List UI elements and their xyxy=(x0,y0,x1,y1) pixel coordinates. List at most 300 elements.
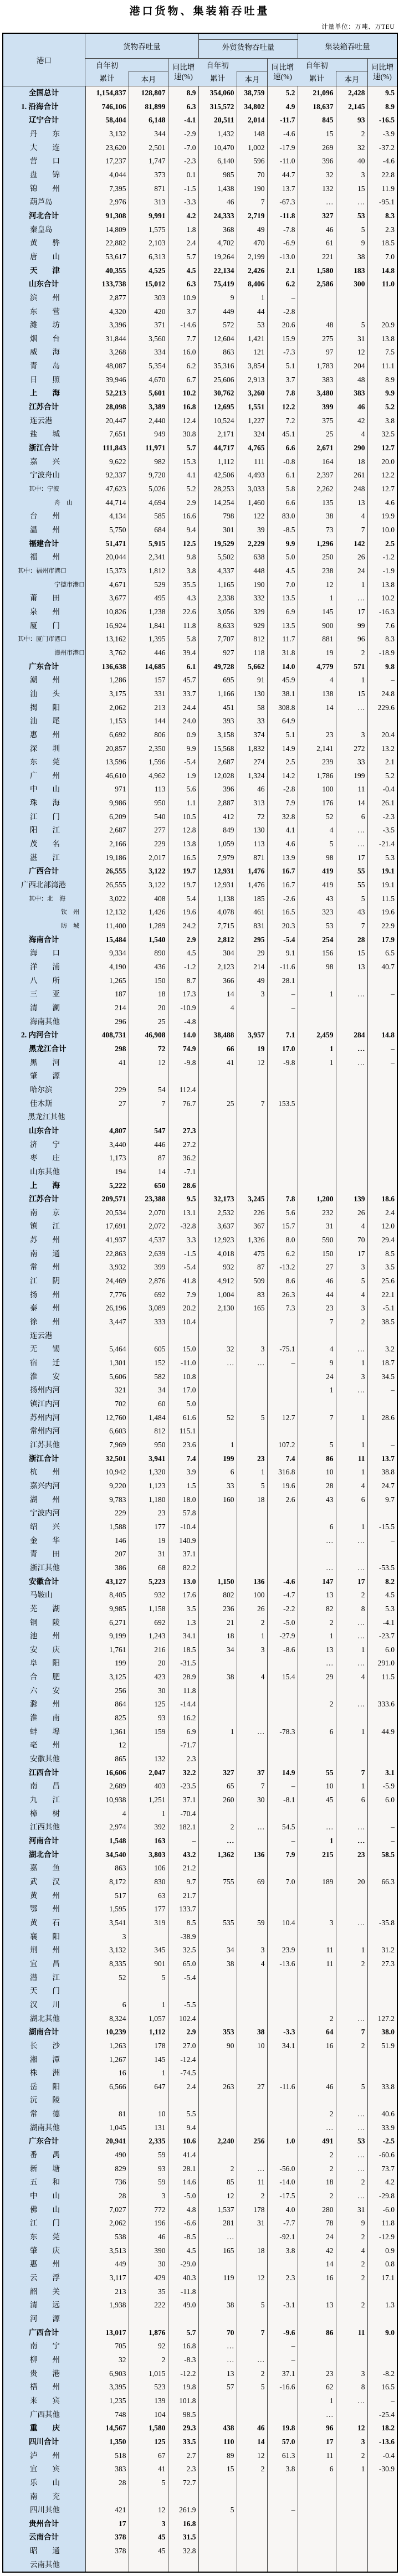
value-cell xyxy=(168,2094,198,2107)
value-cell: 3 xyxy=(336,1370,367,1384)
value-cell: 53 xyxy=(237,318,267,332)
value-cell: 145 xyxy=(129,2053,168,2067)
table-row xyxy=(3,592,397,605)
value-cell xyxy=(267,1110,298,1124)
value-cell: 4 xyxy=(336,1288,367,1302)
value-cell: 3,637 xyxy=(198,1220,237,1233)
value-cell: 26 xyxy=(336,551,367,564)
value-cell: 331 xyxy=(129,687,168,701)
value-cell: 6 xyxy=(298,1520,336,1534)
table-row xyxy=(3,2080,397,2094)
value-cell: 21.7 xyxy=(168,1889,198,1903)
value-cell: … xyxy=(237,1356,267,1370)
port-name-cell: 湖南其他 xyxy=(3,2121,85,2135)
header-foreign-month: 本月 xyxy=(237,71,267,86)
value-cell: 932 xyxy=(129,1588,168,1602)
value-cell: -8.2 xyxy=(367,2367,397,2381)
value-cell: 16 xyxy=(298,2271,336,2285)
value-cell: 403 xyxy=(129,1780,168,1793)
value-cell: 44 xyxy=(237,305,267,319)
value-cell: 43,127 xyxy=(85,1575,129,1589)
value-cell: 16.7 xyxy=(267,878,298,892)
value-cell: 1,165 xyxy=(198,578,237,592)
header-foreign-growth: 同比增速(%) xyxy=(267,58,298,86)
value-cell xyxy=(267,1698,298,1711)
port-name-cell: 安 庆 xyxy=(3,1643,85,1657)
table-row xyxy=(3,1657,397,1670)
value-cell xyxy=(267,2094,298,2107)
port-name-cell: 宜 宾 xyxy=(3,2462,85,2476)
value-cell xyxy=(367,1015,397,1029)
value-cell: 7,027 xyxy=(85,2203,129,2217)
value-cell: 8 xyxy=(336,2380,367,2394)
value-cell: 5 xyxy=(336,318,367,332)
table-row xyxy=(3,578,397,592)
value-cell xyxy=(267,1179,298,1193)
port-name-cell: 贵州合计 xyxy=(3,2517,85,2531)
value-cell: 2 xyxy=(336,2230,367,2244)
value-cell: 4 xyxy=(336,2244,367,2258)
port-name-cell: 温 州 xyxy=(3,523,85,537)
table-row xyxy=(3,1206,397,1220)
table-row xyxy=(3,551,397,564)
value-cell xyxy=(267,2285,298,2299)
port-name-cell: 襄 阳 xyxy=(3,1930,85,1944)
value-cell xyxy=(267,1384,298,1397)
table-row xyxy=(3,2299,397,2312)
value-cell: 32 xyxy=(85,2353,129,2367)
value-cell: 3,056 xyxy=(198,605,237,619)
port-name-cell: 舟 山 xyxy=(3,496,85,510)
value-cell: 4,078 xyxy=(198,906,237,919)
value-cell xyxy=(298,2340,336,2353)
table-row xyxy=(3,1848,397,1862)
value-cell xyxy=(237,1984,267,1998)
value-cell: 399 xyxy=(298,400,336,414)
value-cell xyxy=(129,2558,168,2572)
value-cell xyxy=(267,1329,298,1343)
value-cell: … xyxy=(336,592,367,605)
header-cargo-month: 本月 xyxy=(129,71,168,86)
value-cell: 2,687 xyxy=(198,755,237,769)
value-cell: 3,132 xyxy=(85,127,129,141)
value-cell: 139 xyxy=(336,1192,367,1206)
value-cell: 16.8 xyxy=(168,2517,198,2531)
value-cell xyxy=(367,2558,397,2572)
value-cell xyxy=(336,1165,367,1179)
value-cell: 17.3 xyxy=(168,988,198,1001)
value-cell: … xyxy=(336,1384,367,1397)
value-cell xyxy=(267,2148,298,2162)
value-cell: 3,089 xyxy=(129,1302,168,1315)
value-cell xyxy=(237,1561,267,1575)
value-cell: 7.4 xyxy=(267,1452,298,1466)
value-cell: 58 xyxy=(237,701,267,715)
port-name-cell: 山东其他 xyxy=(3,1165,85,1179)
value-cell: 5.6 xyxy=(168,783,198,796)
value-cell: 461 xyxy=(237,906,267,919)
port-name-cell: 河 源 xyxy=(3,2312,85,2326)
value-cell: 1,112 xyxy=(198,455,237,469)
value-cell: … xyxy=(336,2107,367,2121)
value-cell: 20,447 xyxy=(85,414,129,428)
value-cell: 107.2 xyxy=(267,1438,298,1452)
value-cell xyxy=(336,1547,367,1561)
value-cell: 3.8 xyxy=(267,2462,298,2476)
value-cell: 12 xyxy=(237,1056,267,1070)
port-name-cell: 荆 州 xyxy=(3,1943,85,1957)
value-cell: 20,044 xyxy=(85,551,129,564)
value-cell: 46 xyxy=(129,2230,168,2244)
value-cell xyxy=(267,1984,298,1998)
value-cell: 14,254 xyxy=(198,496,237,510)
value-cell xyxy=(298,1097,336,1111)
value-cell: 333 xyxy=(129,1315,168,1329)
value-cell: 9,720 xyxy=(129,469,168,482)
value-cell: 4.0 xyxy=(267,2203,298,2217)
value-cell xyxy=(336,2544,367,2558)
value-cell: 148 xyxy=(237,127,267,141)
value-cell: 14,567 xyxy=(85,2421,129,2435)
value-cell: 1 xyxy=(237,291,267,305)
value-cell: 101.8 xyxy=(168,2394,198,2408)
table-row xyxy=(3,1192,397,1206)
table-row xyxy=(3,1739,397,1752)
table-row xyxy=(3,2189,397,2203)
table-row xyxy=(3,1807,397,1821)
value-cell: -2.8 xyxy=(267,783,298,796)
table-row xyxy=(3,1165,397,1179)
value-cell: 1 xyxy=(336,1725,367,1739)
value-cell: 18 xyxy=(237,1493,267,1507)
value-cell: -78.3 xyxy=(267,1725,298,1739)
value-cell xyxy=(267,2531,298,2544)
table-row xyxy=(3,2421,397,2435)
value-cell: 12,931 xyxy=(198,878,237,892)
value-cell xyxy=(267,1711,298,1725)
value-cell: 119 xyxy=(198,2271,237,2285)
value-cell: 319 xyxy=(129,1916,168,1930)
value-cell: 1.3 xyxy=(168,1616,198,1630)
value-cell xyxy=(198,1083,237,1097)
port-name-cell: 苏 州 xyxy=(3,1233,85,1247)
value-cell xyxy=(367,1711,397,1725)
value-cell: 12.7 xyxy=(367,482,397,496)
value-cell: 529 xyxy=(129,578,168,592)
value-cell: 2 xyxy=(336,2271,367,2285)
value-cell: 1,243 xyxy=(129,1629,168,1643)
data-table xyxy=(3,86,397,2572)
value-cell: 4,670 xyxy=(129,373,168,387)
value-cell: 66.3 xyxy=(367,1875,397,1889)
value-cell: 145 xyxy=(298,605,336,619)
value-cell: 378 xyxy=(85,2544,129,2558)
value-cell xyxy=(267,2107,298,2121)
value-cell: 582 xyxy=(129,1370,168,1384)
table-row xyxy=(3,441,397,455)
table-row xyxy=(3,1506,397,1520)
value-cell: 55 xyxy=(336,878,367,892)
value-cell: 932 xyxy=(198,1261,237,1274)
value-cell: 61.6 xyxy=(168,1411,198,1425)
value-cell xyxy=(267,1752,298,1766)
value-cell: 1,786 xyxy=(298,769,336,783)
value-cell: 4,018 xyxy=(198,1247,237,1261)
value-cell: 23 xyxy=(336,1848,367,1862)
value-cell xyxy=(298,1752,336,1766)
value-cell: 9 xyxy=(198,291,237,305)
value-cell: 8.0 xyxy=(267,1233,298,1247)
value-cell: 96 xyxy=(336,633,367,646)
value-cell: 41 xyxy=(198,1056,237,1070)
value-cell: 1 xyxy=(237,1629,267,1643)
table-row xyxy=(3,673,397,687)
value-cell xyxy=(298,1425,336,1438)
value-cell: 51,471 xyxy=(85,537,129,551)
value-cell xyxy=(336,1015,367,1029)
value-cell: 585 xyxy=(129,510,168,523)
value-cell: 2 xyxy=(298,2162,336,2176)
value-cell: -15.5 xyxy=(367,1520,397,1534)
value-cell: 9,199 xyxy=(85,1629,129,1643)
value-cell: 42 xyxy=(298,2244,336,2258)
value-cell: 75,419 xyxy=(198,277,237,291)
value-cell: 196 xyxy=(129,2217,168,2230)
header-cargo-ytd xyxy=(85,58,129,86)
value-cell: 16.7 xyxy=(267,865,298,878)
port-name-cell: 浙江其他 xyxy=(3,1561,85,1575)
value-cell: -25.4 xyxy=(367,2408,397,2422)
value-cell: 70 xyxy=(336,1233,367,1247)
value-cell: 26,196 xyxy=(85,1302,129,1315)
value-cell: 3 xyxy=(298,1916,336,1930)
value-cell: 12,923 xyxy=(198,1233,237,1247)
table-row xyxy=(3,2435,397,2449)
value-cell: 45 xyxy=(298,1793,336,1807)
value-cell: 27.3 xyxy=(367,1957,397,1971)
value-cell xyxy=(237,2285,267,2299)
table-row xyxy=(3,919,397,933)
port-name-cell: 上 海 xyxy=(3,1179,85,1193)
value-cell: 2,913 xyxy=(237,373,267,387)
port-name-cell: 来 宾 xyxy=(3,2394,85,2408)
value-cell: 647 xyxy=(129,2080,168,2094)
value-cell: 125 xyxy=(129,1698,168,1711)
value-cell: 7 xyxy=(336,523,367,537)
value-cell xyxy=(336,1110,367,1124)
value-cell: 2,141 xyxy=(298,742,336,756)
value-cell: -4.1 xyxy=(168,114,198,127)
value-cell xyxy=(267,1506,298,1520)
table-row xyxy=(3,1998,397,2012)
table-row xyxy=(3,1629,397,1643)
table-body xyxy=(3,86,397,2572)
value-cell: 16.8 xyxy=(168,2340,198,2353)
port-name-cell: 山东合计 xyxy=(3,277,85,291)
value-cell: 11 xyxy=(237,2176,267,2189)
value-cell: 7 xyxy=(237,1097,267,1111)
value-cell: 8.5 xyxy=(168,1916,198,1930)
value-cell: 21 xyxy=(198,1616,237,1630)
value-cell xyxy=(367,1138,397,1152)
table-row xyxy=(3,318,397,332)
value-cell: 15,373 xyxy=(85,564,129,578)
value-cell: 1.8 xyxy=(168,223,198,237)
value-cell: 7.5 xyxy=(367,346,397,359)
value-cell: 46 xyxy=(198,196,237,209)
value-cell: 55 xyxy=(298,1766,336,1780)
value-cell xyxy=(298,1329,336,1343)
value-cell: 177 xyxy=(129,1903,168,1916)
value-cell: 19.7 xyxy=(168,878,198,892)
port-name-cell: 绍 兴 xyxy=(3,1520,85,1534)
value-cell: 10 xyxy=(298,1780,336,1793)
value-cell xyxy=(198,1684,237,1698)
value-cell xyxy=(168,2558,198,2572)
port-name-cell: 南 充 xyxy=(3,2490,85,2504)
port-name-cell: 安徽其他 xyxy=(3,1752,85,1766)
value-cell xyxy=(237,2230,267,2244)
value-cell: -29.0 xyxy=(168,2258,198,2271)
value-cell: 25,606 xyxy=(198,373,237,387)
value-cell: 3 xyxy=(336,2435,367,2449)
port-name-cell: 广西其他 xyxy=(3,2408,85,2422)
value-cell: 2,689 xyxy=(85,1780,129,1793)
table-row xyxy=(3,264,397,278)
value-cell: 705 xyxy=(85,2340,129,2353)
value-cell: 3.7 xyxy=(267,373,298,387)
value-cell: 47,623 xyxy=(85,482,129,496)
value-cell: 51.9 xyxy=(367,2039,397,2053)
value-cell xyxy=(85,2094,129,2107)
value-cell: 15 xyxy=(336,182,367,196)
value-cell xyxy=(336,1070,367,1083)
value-cell xyxy=(237,1138,267,1152)
value-cell: 83 xyxy=(237,1288,267,1302)
value-cell: 1,301 xyxy=(85,1356,129,1370)
value-cell: 238 xyxy=(298,564,336,578)
value-cell: 164 xyxy=(298,455,336,469)
value-cell xyxy=(237,1520,267,1534)
value-cell xyxy=(267,2517,298,2531)
table-row xyxy=(3,291,397,305)
port-name-cell: 马鞍山 xyxy=(3,1588,85,1602)
value-cell: 28 xyxy=(85,2476,129,2490)
value-cell: 2,586 xyxy=(298,277,336,291)
port-name-cell: 盐 城 xyxy=(3,428,85,441)
value-cell: 1 xyxy=(336,1780,367,1793)
value-cell: 1 xyxy=(336,2462,367,2476)
value-cell xyxy=(336,2312,367,2326)
value-cell: 9 xyxy=(336,2217,367,2230)
table-row xyxy=(3,769,397,783)
table-row xyxy=(3,86,397,100)
table-row xyxy=(3,537,397,551)
value-cell: 746,106 xyxy=(85,100,129,114)
value-cell: 46 xyxy=(298,1274,336,1288)
value-cell: 9,622 xyxy=(85,455,129,469)
port-name-cell: 广西合计 xyxy=(3,865,85,878)
value-cell: 4 xyxy=(237,1957,267,1971)
value-cell: 11,971 xyxy=(129,441,168,455)
table-row xyxy=(3,1916,397,1930)
table-row xyxy=(3,2066,397,2080)
table-row xyxy=(3,1725,397,1739)
port-name-cell: 枣 庄 xyxy=(3,1151,85,1165)
value-cell: 4,779 xyxy=(298,660,336,674)
value-cell: -13.6 xyxy=(367,2435,397,2449)
value-cell: 12.0 xyxy=(367,1220,397,1233)
value-cell: -3.1 xyxy=(267,2299,298,2312)
value-cell: 48,087 xyxy=(85,359,129,373)
value-cell: 2 xyxy=(298,2148,336,2162)
value-cell: 185 xyxy=(237,892,267,906)
value-cell: 106 xyxy=(129,1862,168,1875)
value-cell xyxy=(367,714,397,728)
value-cell: 684 xyxy=(129,523,168,537)
value-cell: 2 xyxy=(336,1957,367,1971)
value-cell: 256 xyxy=(237,2135,267,2148)
value-cell: 3 xyxy=(237,1943,267,1957)
port-name-cell: 长 沙 xyxy=(3,2039,85,2053)
value-cell: 23 xyxy=(129,1506,168,1520)
value-cell: 32 xyxy=(336,141,367,155)
port-name-cell: 云南合计 xyxy=(3,2531,85,2544)
value-cell: 2,240 xyxy=(198,2135,237,2148)
value-cell: 3,125 xyxy=(85,1670,129,1684)
value-cell xyxy=(267,1315,298,1329)
value-cell: 1,238 xyxy=(129,605,168,619)
value-cell: 156 xyxy=(298,947,336,960)
value-cell xyxy=(367,1165,397,1179)
value-cell: 9,985 xyxy=(85,1602,129,1616)
value-cell: 2 xyxy=(336,2039,367,2053)
port-name-cell: 汕 尾 xyxy=(3,714,85,728)
value-cell: 2,639 xyxy=(129,1247,168,1261)
value-cell: 44.7 xyxy=(267,168,298,182)
value-cell: 2,145 xyxy=(336,100,367,114)
value-cell: -9.8 xyxy=(267,1056,298,1070)
value-cell: 5 xyxy=(237,2380,267,2394)
value-cell: 1,537 xyxy=(198,2203,237,2217)
port-name-cell: 广 州 xyxy=(3,769,85,783)
table-row xyxy=(3,510,397,523)
value-cell: -17.5 xyxy=(267,2189,298,2203)
value-cell xyxy=(198,1397,237,1411)
port-name-cell: 亳 州 xyxy=(3,1739,85,1752)
value-cell: 10,239 xyxy=(85,2025,129,2039)
value-cell: 1 xyxy=(336,1520,367,1534)
value-cell: 2 xyxy=(336,2299,367,2312)
value-cell: -5.4 xyxy=(168,755,198,769)
value-cell: 254 xyxy=(298,933,336,947)
value-cell xyxy=(198,1930,237,1944)
value-cell: 28 xyxy=(336,933,367,947)
value-cell: -2.3 xyxy=(168,155,198,168)
port-name-cell: 黑 河 xyxy=(3,1056,85,1070)
value-cell: 30 xyxy=(129,2258,168,2271)
value-cell xyxy=(267,1520,298,1534)
value-cell: 10 xyxy=(298,1466,336,1479)
value-cell: 23 xyxy=(237,1452,267,1466)
port-name-cell: 钦 州 xyxy=(3,906,85,919)
port-name-cell: 南 京 xyxy=(3,1206,85,1220)
value-cell: 13.7 xyxy=(367,1452,397,1466)
value-cell: 22.1 xyxy=(367,1288,397,1302)
value-cell: 7 xyxy=(298,1315,336,1329)
value-cell xyxy=(336,2066,367,2080)
table-row xyxy=(3,810,397,824)
